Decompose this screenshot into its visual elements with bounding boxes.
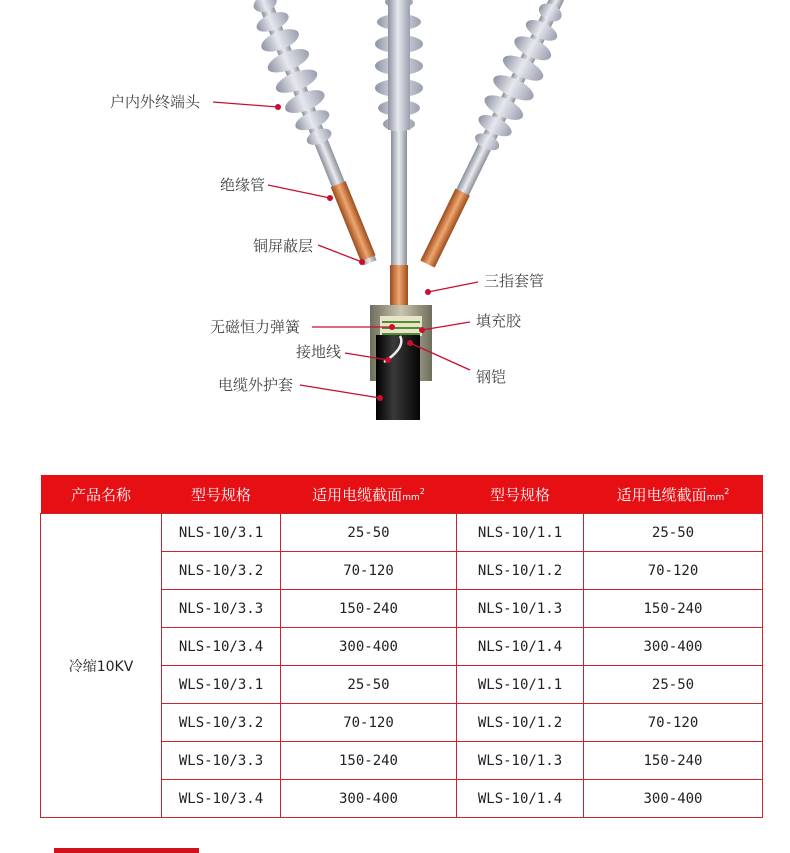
label-steel-armor: 钢铠 bbox=[476, 368, 507, 386]
right-phase bbox=[408, 0, 579, 274]
label-ground-wire: 接地线 bbox=[296, 343, 342, 361]
section-cell: 300-400 bbox=[281, 628, 457, 666]
model-cell: WLS-10/3.3 bbox=[162, 742, 281, 780]
section-cell: 150-240 bbox=[281, 590, 457, 628]
table-row bbox=[41, 514, 763, 552]
header-model-2: 型号规格 bbox=[457, 475, 584, 514]
model-cell: NLS-10/3.2 bbox=[162, 552, 281, 590]
model-cell: NLS-10/3.1 bbox=[162, 514, 281, 552]
section-cell: 300-400 bbox=[281, 780, 457, 818]
model-cell: WLS-10/3.1 bbox=[162, 666, 281, 704]
header-model-1: 型号规格 bbox=[162, 475, 281, 514]
label-insulating-tube: 绝缘管 bbox=[220, 176, 266, 194]
center-phase bbox=[375, 0, 423, 310]
section-cell: 70-120 bbox=[281, 704, 457, 742]
model-cell: NLS-10/3.4 bbox=[162, 628, 281, 666]
group-cell: 冷缩10KV bbox=[41, 514, 162, 818]
section-cell: 300-400 bbox=[584, 780, 763, 818]
model-cell: NLS-10/1.2 bbox=[457, 552, 584, 590]
header-product-name: 产品名称 bbox=[41, 475, 162, 514]
model-cell: NLS-10/3.3 bbox=[162, 590, 281, 628]
section-cell: 150-240 bbox=[584, 590, 763, 628]
spec-table bbox=[40, 475, 763, 818]
model-cell: WLS-10/1.2 bbox=[457, 704, 584, 742]
header-section-1: 适用电缆截面$mm^2$ bbox=[281, 475, 457, 514]
model-cell: NLS-10/1.1 bbox=[457, 514, 584, 552]
model-cell: WLS-10/1.4 bbox=[457, 780, 584, 818]
section-cell: 25-50 bbox=[584, 514, 763, 552]
model-cell: NLS-10/1.4 bbox=[457, 628, 584, 666]
label-copper-shield: 铜屏蔽层 bbox=[253, 237, 314, 255]
label-outer-sheath: 电缆外护套 bbox=[218, 376, 294, 394]
section-cell: 25-50 bbox=[584, 666, 763, 704]
model-cell: WLS-10/1.3 bbox=[457, 742, 584, 780]
table-header-row bbox=[41, 475, 763, 514]
section-cell: 150-240 bbox=[584, 742, 763, 780]
left-phase bbox=[237, 0, 390, 271]
label-terminal: 户内外终端头 bbox=[110, 93, 201, 111]
model-cell: WLS-10/3.4 bbox=[162, 780, 281, 818]
footer-accent-bar bbox=[54, 848, 199, 853]
section-cell: 300-400 bbox=[584, 628, 763, 666]
section-cell: 150-240 bbox=[281, 742, 457, 780]
section-cell: 70-120 bbox=[281, 552, 457, 590]
label-tri-finger-sleeve: 三指套管 bbox=[484, 272, 545, 290]
section-cell: 70-120 bbox=[584, 552, 763, 590]
header-section-2: 适用电缆截面$mm^2$ bbox=[584, 475, 763, 514]
model-cell: WLS-10/1.1 bbox=[457, 666, 584, 704]
label-spring: 无磁恒力弹簧 bbox=[210, 318, 301, 336]
section-cell: 25-50 bbox=[281, 514, 457, 552]
section-cell: 70-120 bbox=[584, 704, 763, 742]
model-cell: NLS-10/1.3 bbox=[457, 590, 584, 628]
section-cell: 25-50 bbox=[281, 666, 457, 704]
label-filler: 填充胶 bbox=[476, 312, 522, 330]
model-cell: WLS-10/3.2 bbox=[162, 704, 281, 742]
